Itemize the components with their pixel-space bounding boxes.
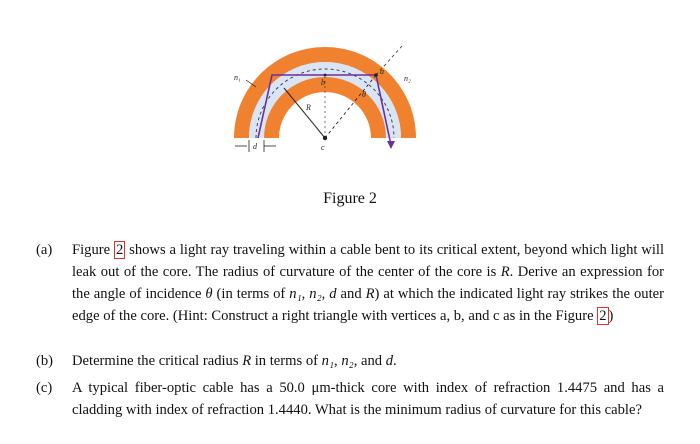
question-c — [36, 377, 664, 421]
question-b-text: Determine the critical radius R in terms of n₁, n₂, and d. — [72, 353, 397, 369]
label-R: R — [306, 103, 311, 112]
figure-caption: Figure 2 — [323, 190, 377, 207]
question-c-tag: (c) — [36, 380, 53, 396]
question-a — [36, 239, 664, 327]
label-d: d — [253, 142, 257, 151]
question-b — [36, 350, 664, 372]
point-c — [323, 136, 327, 140]
label-theta: θ — [362, 90, 366, 99]
question-c-text: A typical fiber-optic cable has a 50.0 μm-thick core with index of refraction 1.4475 and has a cladding with index of refraction 1.4440. What is the minimum radius of curvature for this cable? — [72, 380, 664, 418]
point-b — [324, 74, 327, 77]
question-a-tag: (a) — [36, 242, 53, 258]
ray-arrowhead — [387, 141, 395, 149]
label-n2: n₂ — [404, 74, 411, 83]
point-a — [374, 73, 378, 77]
figure-ref-link[interactable]: 2 — [599, 308, 607, 324]
label-n1: n₁ — [234, 73, 241, 82]
question-a-text: Figure 2 shows a light ray traveling within a cable bent to its critical extent, beyond which light will leak out of the core. The radius of curvature of the center of the core is R. Derive an expression for the angle of incidence θ (in terms of n₁, n₂, d and R) at which the indicated light ray strikes the outer edge of the core. (Hint: Construct a right triangle with vertices a, b, and c as in the Figure 2 ) — [72, 242, 665, 324]
figure-ref-link[interactable]: 2 — [115, 242, 124, 258]
label-c: c — [321, 143, 325, 152]
fiber-optic-figure — [0, 0, 700, 170]
label-a: a — [380, 67, 384, 76]
label-b: b — [321, 78, 325, 87]
question-b-tag: (b) — [36, 353, 54, 369]
